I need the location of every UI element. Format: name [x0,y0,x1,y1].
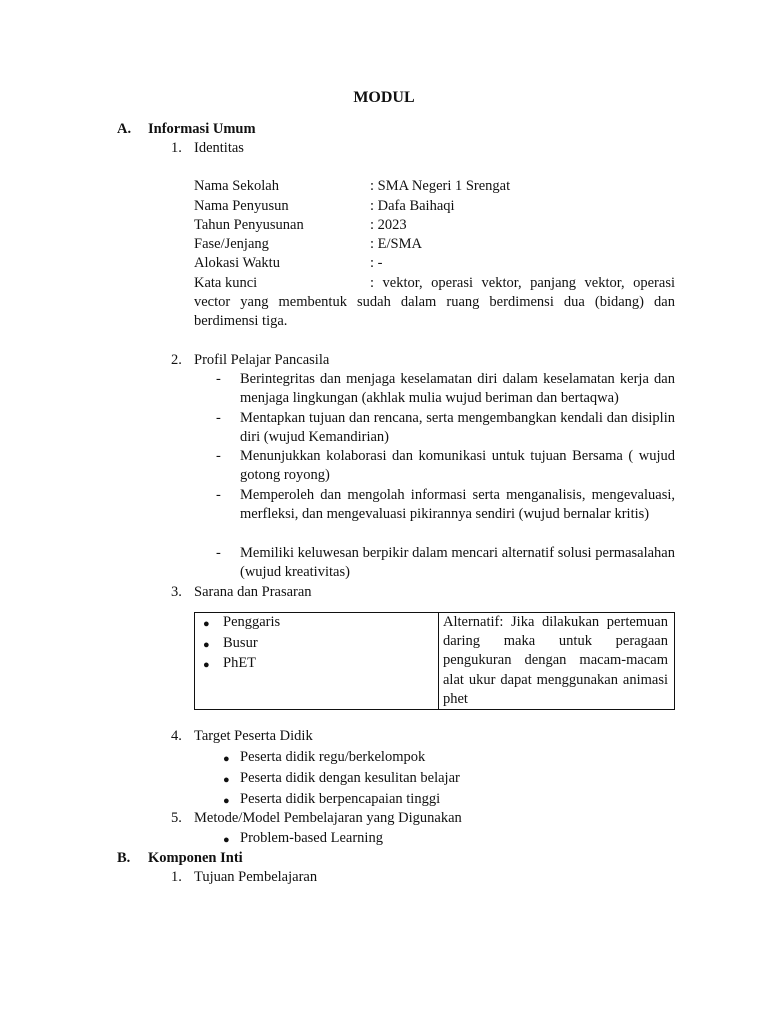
identity-label-time: Alokasi Waktu [194,255,280,271]
bullet-icon: ● [223,834,230,846]
profil-item: Berintegritas dan menjaga keselamatan diri dalam keselamatan kerja dan menjaga lingkungan (akhlak mulia wujud beriman dan bertaqwa) [240,371,675,407]
section-a-letter: A. [117,121,132,137]
identity-value-time: : - [370,255,383,271]
profil-item: Menunjukkan kolaborasi dan komunikasi untuk tujuan Bersama ( wujud gotong royong) [240,448,675,484]
metode-number: 5. [171,810,182,826]
identity-label-keywords: Kata kunci [194,275,258,291]
profil-dash: - [216,545,221,561]
sarana-tool-item: Busur [223,635,258,651]
tujuan-heading: Tujuan Pembelajaran [194,869,318,885]
target-heading: Target Peserta Didik [194,728,313,744]
target-number: 4. [171,728,182,744]
identity-label-year: Tahun Penyusunan [194,217,304,233]
tujuan-number: 1. [171,869,182,885]
bullet-icon: ● [203,618,210,630]
identity-value-year: : 2023 [370,217,407,233]
sarana-tools-cell [195,613,439,710]
sarana-table [194,612,675,710]
identitas-number: 1. [171,140,182,156]
bullet-icon: ● [223,753,230,765]
profil-dash: - [216,371,221,387]
bullet-icon: ● [223,795,230,807]
identity-label-phase: Fase/Jenjang [194,236,269,252]
identitas-heading: Identitas [194,140,244,156]
sarana-tool-item: Penggaris [223,614,281,630]
target-item: Peserta didik berpencapaian tinggi [240,791,441,807]
sarana-alternative-cell [439,613,675,710]
target-item: Peserta didik regu/berkelompok [240,749,426,765]
sarana-heading: Sarana dan Prasaran [194,584,312,600]
section-b-heading: Komponen Inti [148,850,243,866]
identity-value-phase: : E/SMA [370,236,422,252]
target-item: Peserta didik dengan kesulitan belajar [240,770,460,786]
profil-item: Memperoleh dan mengolah informasi serta menganalisis, mengevaluasi, merfleksi, dan mengevaluasi pikirannya sendiri (wujud bernalar kritis) [240,487,675,523]
profil-dash: - [216,448,221,464]
sarana-number: 3. [171,584,182,600]
profil-number: 2. [171,352,182,368]
identity-value-keywords: : vektor, operasi vektor, panjang vektor, operasi vector yang membentuk sudah dalam ruang berdimensi dua (bidang) dan berdimensi tiga. [194,275,675,330]
section-a-heading: Informasi Umum [148,121,256,137]
bullet-icon: ● [203,639,210,651]
profil-item: Mentapkan tujuan dan rencana, serta mengembangkan kendali dan disiplin diri (wujud Kemandirian) [240,410,675,446]
profil-dash: - [216,410,221,426]
metode-heading: Metode/Model Pembelajaran yang Digunakan [194,810,462,826]
sarana-tool-item: PhET [223,655,257,671]
bullet-icon: ● [203,659,210,671]
metode-item: Problem-based Learning [240,830,383,846]
bullet-icon: ● [223,774,230,786]
identity-label-author: Nama Penyusun [194,198,289,214]
profil-dash: - [216,487,221,503]
identity-value-school: : SMA Negeri 1 Srengat [370,178,511,194]
identity-label-school: Nama Sekolah [194,178,279,194]
section-b-letter: B. [117,850,131,866]
profil-heading: Profil Pelajar Pancasila [194,352,330,368]
sarana-alternative-text: Alternatif: Jika dilakukan pertemuan daring maka untuk peragaan pengukuran dengan macam-macam alat ukur dapat menggunakan animasi phet [443,614,668,707]
document-title: MODUL [353,89,415,106]
identity-value-author: : Dafa Baihaqi [370,198,455,214]
profil-item: Memiliki keluwesan berpikir dalam mencari alternatif solusi permasalahan (wujud kreativitas) [240,545,675,581]
